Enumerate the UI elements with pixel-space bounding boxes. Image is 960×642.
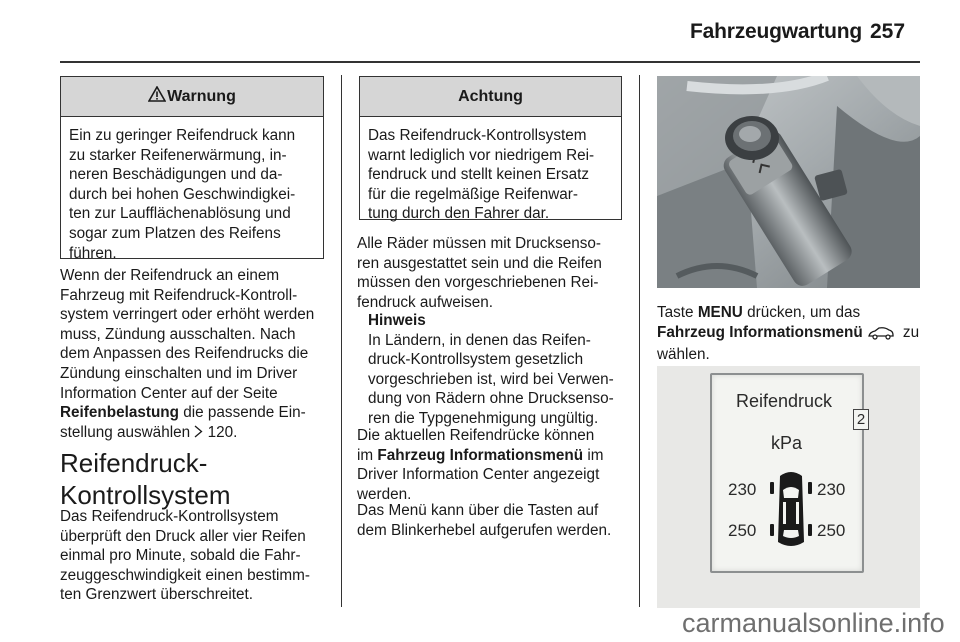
reference-page-number: 120. [203, 423, 238, 441]
car-icon [867, 326, 895, 346]
menu-button-term: MENU [697, 304, 743, 321]
warning-box-body [61, 117, 323, 263]
page-reference-link[interactable] [194, 424, 237, 441]
left-para-line [60, 403, 335, 423]
page-header-title: Fahrzeugwartung [690, 20, 863, 43]
mid-para-line: Das Menü kann über die Tasten auf [357, 502, 599, 519]
left-para-line: Wenn der Reifendruck an einem [60, 267, 280, 284]
warning-line: neren Beschädigungen und da- [69, 166, 283, 184]
note-block [368, 311, 640, 429]
section-heading-line: Kontrollsystem [60, 480, 231, 510]
note-label: Hinweis [368, 312, 426, 329]
note-line: druck-Kontrollsystem gesetzlich [368, 351, 584, 369]
warning-box-title: Warnung [167, 87, 236, 105]
right-para-text: Taste [657, 304, 698, 321]
right-para-line [657, 303, 922, 323]
warning-line: sogar zum Platzen des Reifens [69, 224, 281, 242]
note-line: In Ländern, in denen das Reifen- [368, 331, 591, 349]
left-para-text: stellung auswählen [60, 423, 195, 441]
left-para-line [60, 423, 335, 444]
front-left-pressure: 230 [728, 480, 757, 499]
left-paragraph [60, 266, 335, 443]
display-title: Reifendruck [736, 391, 833, 411]
warning-line: Ein zu geringer Reifendruck kann [69, 127, 296, 144]
warning-box [60, 76, 324, 262]
middle-paragraph-1 [357, 234, 635, 312]
fahrzeug-informationsmenu-term: Fahrzeug Informationsmenü [377, 446, 584, 464]
section-para-line: ten Grenzwert überschreitet. [60, 586, 253, 604]
caution-line: tung durch den Fahrer dar. [368, 205, 550, 223]
mid-para-line [357, 446, 635, 466]
caution-box-header [360, 77, 621, 117]
note-line: ren die Typgenehmigung ungültig. [368, 409, 599, 427]
section-para-line: einmal pro Minute, sobald die Fahr- [60, 547, 301, 565]
mid-para-text: im [583, 446, 604, 464]
warning-box-header [61, 77, 323, 117]
page-number: 257 [870, 20, 906, 43]
section-para-line: überprüft den Druck aller vier Reifen [60, 527, 306, 545]
turn-signal-lever-photo [657, 76, 920, 288]
caution-line: für die regelmäßige Reifenwar- [368, 185, 578, 203]
warning-line: ten zur Laufflächenablösung und [69, 205, 291, 223]
column-separator-1 [341, 75, 342, 607]
mid-para-line: Driver Information Center angezeigt [357, 466, 600, 484]
section-para-line: Das Reifendruck-Kontrollsystem [60, 508, 279, 525]
caution-line: fendruck und stellt keinen Ersatz [368, 166, 590, 184]
left-para-line: Information Center auf der Seite [60, 384, 278, 402]
left-para-line: muss, Zündung ausschalten. Nach [60, 325, 296, 343]
front-right-pressure: 230 [817, 480, 846, 499]
mid-para-line: fendruck aufweisen. [357, 293, 494, 311]
section-heading-line: Reifendruck- [60, 448, 208, 478]
warning-line: durch bei hohen Geschwindigkei- [69, 185, 296, 203]
watermark: carmanualsonline.info [682, 608, 945, 638]
rear-right-pressure: 250 [817, 521, 846, 540]
rear-left-pressure: 250 [728, 521, 757, 540]
warning-triangle-icon [148, 86, 166, 107]
left-para-text: die passende Ein- [179, 404, 306, 422]
fahrzeug-informationsmenu-term: Fahrzeug Informationsmenü [657, 323, 863, 341]
middle-paragraph-2 [357, 426, 635, 504]
caution-box [359, 76, 622, 223]
section-para-line: zeuggeschwindigkeit einen bestimm- [60, 566, 310, 584]
note-line: dung von Rädern ohne Drucksenso- [368, 390, 614, 408]
section-paragraph [60, 507, 335, 605]
mid-para-text: im [357, 446, 378, 464]
right-paragraph [657, 303, 922, 365]
mid-para-line: Die aktuellen Reifendrücke können [357, 427, 595, 444]
car-top-view-icon [770, 470, 812, 555]
header-rule [60, 61, 920, 63]
right-para-line: wählen. [657, 346, 710, 364]
left-para-line: Zündung einschalten und im Driver [60, 364, 298, 382]
section-heading [60, 447, 231, 511]
mid-para-line: werden. [357, 485, 412, 503]
right-para-line [657, 323, 922, 346]
middle-paragraph-3 [357, 501, 639, 540]
display-page-indicator: 2 [853, 409, 869, 430]
reifenbelastung-term: Reifenbelastung [60, 404, 179, 422]
left-para-line: system verringert oder erhöht werden [60, 306, 315, 324]
tire-pressure-display-figure [657, 366, 920, 608]
note-line: vorgeschrieben ist, wird bei Verwen- [368, 370, 614, 388]
caution-line: warnt lediglich vor niedrigem Rei- [368, 146, 595, 164]
caution-box-title: Achtung [458, 87, 523, 105]
mid-para-line: dem Blinkerhebel aufgerufen werden. [357, 521, 612, 539]
mid-para-line: müssen den vorgeschriebenen Rei- [357, 274, 599, 292]
left-para-line: dem Anpassen des Reifendrucks die [60, 345, 309, 363]
caution-box-body [360, 117, 621, 224]
right-para-text: drücken, um das [742, 304, 861, 321]
right-para-text: zu [898, 323, 920, 341]
warning-line: zu starker Reifenerwärmung, in- [69, 146, 287, 164]
warning-line: führen. [69, 244, 117, 262]
mid-para-line: ren ausgestattet sein und die Reifen [357, 254, 602, 272]
mid-para-line: Alle Räder müssen mit Drucksenso- [357, 235, 601, 252]
display-unit: kPa [771, 433, 803, 453]
caution-line: Das Reifendruck-Kontrollsystem [368, 127, 587, 144]
left-para-line: Fahrzeug mit Reifendruck-Kontroll- [60, 286, 298, 304]
